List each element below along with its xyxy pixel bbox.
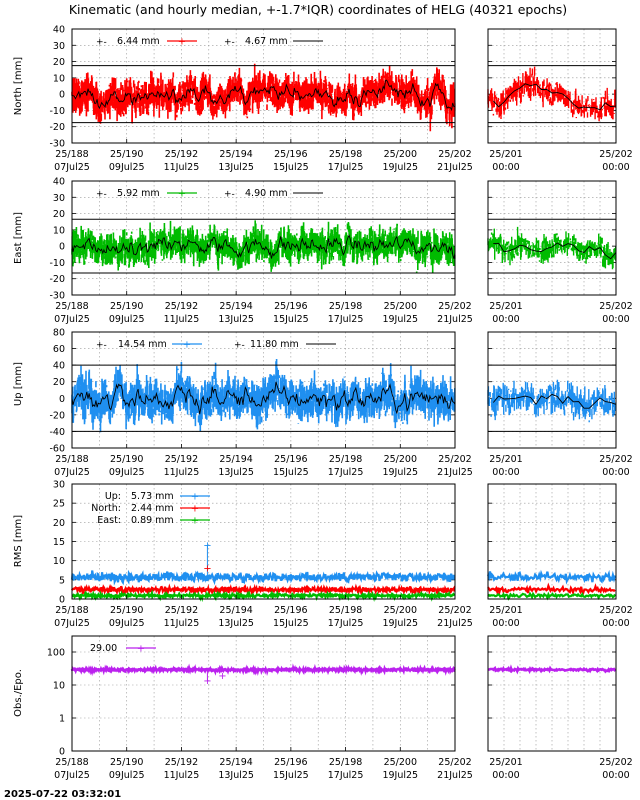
y-tick-label: 10 [52, 680, 65, 692]
x-tick-label-doy: 25/192 [164, 149, 199, 160]
legend-marker: + [177, 36, 187, 48]
x-tick-label-doy: 25/196 [274, 301, 308, 312]
x-tick-label-zoom-doy: 25/202 [599, 301, 633, 312]
y-tick-label: -20 [49, 410, 65, 422]
y-tick-label: -30 [49, 290, 65, 302]
x-tick-label-date: 13Jul25 [218, 770, 254, 781]
x-tick-label-doy: 25/198 [328, 149, 363, 160]
legend-marker: +- [96, 189, 107, 200]
y-axis-label: Obs./Epo. [13, 669, 24, 717]
y-tick-label: 0 [58, 393, 65, 405]
y-axis-label: Up [mm] [13, 361, 24, 407]
legend-marker: + [182, 339, 192, 351]
x-tick-label-date: 11Jul25 [163, 467, 200, 478]
y-tick-label: 30 [52, 192, 65, 204]
rms-spike-mark: + [203, 563, 212, 575]
legend-marker: +- [224, 37, 235, 48]
x-tick-label-doy: 25/194 [219, 757, 253, 768]
legend-label: 4.67 mm [245, 36, 288, 47]
x-tick-label-doy: 25/202 [438, 605, 472, 616]
y-tick-label: -60 [49, 443, 65, 455]
x-tick-label-zoom-date: 00:00 [492, 467, 520, 478]
x-tick-label-zoom-doy: 25/202 [599, 149, 633, 160]
x-tick-label-doy: 25/190 [110, 605, 144, 616]
y-tick-label: 60 [52, 344, 65, 356]
legend-obs [90, 643, 156, 655]
x-tick-label-doy: 25/200 [383, 301, 417, 312]
x-tick-label-doy: 25/198 [328, 301, 363, 312]
x-tick-label-doy: 25/202 [438, 454, 472, 465]
x-tick-label-date: 19Jul25 [382, 162, 419, 173]
obs-series [72, 668, 455, 672]
x-tick-label-date: 19Jul25 [382, 618, 419, 629]
x-tick-label-date: 11Jul25 [163, 770, 200, 781]
x-tick-label-zoom-doy: 25/202 [599, 605, 633, 616]
x-tick-label-doy: 25/202 [438, 301, 472, 312]
x-tick-label-date: 09Jul25 [108, 467, 145, 478]
panel-up [13, 328, 633, 479]
x-tick-label-doy: 25/202 [438, 757, 472, 768]
x-tick-label-doy: 25/188 [55, 605, 89, 616]
x-tick-label-date: 13Jul25 [218, 162, 254, 173]
x-tick-label-doy: 25/190 [110, 757, 144, 768]
y-tick-label: -20 [49, 274, 65, 286]
timestamp: 2025-07-22 03:32:01 [4, 789, 122, 800]
legend-marker: + [177, 188, 187, 200]
y-tick-label: 40 [52, 24, 65, 36]
y-axis-label: East [mm] [13, 211, 24, 265]
x-tick-label-date: 09Jul25 [108, 162, 145, 173]
x-tick-label-doy: 25/200 [383, 149, 417, 160]
y-tick-label: 25 [52, 498, 65, 510]
y-tick-label: 80 [52, 327, 65, 339]
x-tick-label-date: 19Jul25 [382, 467, 419, 478]
x-tick-label-date: 07Jul25 [54, 467, 90, 478]
panel-east [13, 177, 633, 326]
x-tick-label-doy: 25/198 [328, 454, 363, 465]
y-tick-label: 0 [58, 594, 65, 606]
x-tick-label-date: 19Jul25 [382, 314, 419, 325]
x-tick-label-date: 15Jul25 [273, 162, 309, 173]
legend-east [96, 188, 323, 200]
legend-marker: +- [96, 37, 107, 48]
x-tick-label-date: 07Jul25 [54, 314, 90, 325]
y-tick-label: 0 [58, 89, 65, 101]
chart-title: Kinematic (and hourly median, +-1.7*IQR) coordinates of HELG (40321 epochs) [68, 2, 568, 17]
x-tick-label-zoom-date: 00:00 [492, 618, 520, 629]
obs-outlier-mark: + [218, 670, 227, 682]
x-tick-label-date: 13Jul25 [218, 618, 254, 629]
y-tick-label: 30 [52, 479, 65, 491]
x-tick-label-date: 21Jul25 [437, 314, 473, 325]
x-tick-label-zoom-date: 00:00 [492, 162, 520, 173]
y-tick-label: 100 [46, 647, 65, 659]
x-tick-label-zoom-doy: 25/201 [489, 757, 523, 768]
x-tick-label-doy: 25/190 [110, 301, 144, 312]
x-tick-label-zoom-date: 00:00 [602, 314, 630, 325]
x-tick-label-zoom-doy: 25/202 [599, 757, 633, 768]
legend-label: Up: [104, 491, 121, 502]
data-north [72, 64, 616, 132]
x-tick-label-doy: 25/188 [55, 454, 89, 465]
rms-series-2 [72, 593, 455, 598]
rms-series-zoom-0 [488, 571, 615, 582]
x-tick-label-date: 17Jul25 [327, 314, 364, 325]
y-tick-label: 0 [58, 241, 65, 253]
x-tick-label-date: 11Jul25 [163, 618, 200, 629]
data-obs [72, 668, 616, 687]
x-tick-label-doy: 25/194 [219, 149, 253, 160]
obs-outlier-mark: + [203, 676, 212, 688]
x-tick-label-date: 07Jul25 [54, 770, 90, 781]
x-tick-label-date: 21Jul25 [437, 162, 473, 173]
data-east [72, 219, 616, 273]
data-up [72, 359, 616, 432]
x-tick-label-date: 09Jul25 [108, 618, 145, 629]
x-tick-label-zoom-doy: 25/201 [489, 605, 523, 616]
x-tick-label-date: 13Jul25 [218, 314, 254, 325]
x-tick-label-date: 21Jul25 [437, 467, 473, 478]
x-tick-label-doy: 25/196 [274, 454, 308, 465]
y-axis-label: North [mm] [13, 56, 24, 116]
x-tick-label-date: 17Jul25 [327, 770, 364, 781]
panels [13, 25, 633, 782]
rms-series-zoom-1 [488, 586, 615, 593]
legend-marker: + [190, 503, 200, 515]
x-tick-label-doy: 25/188 [55, 301, 89, 312]
x-tick-label-date: 15Jul25 [273, 770, 309, 781]
x-tick-label-zoom-doy: 25/201 [489, 454, 523, 465]
x-tick-label-date: 17Jul25 [327, 162, 364, 173]
legend-label: North: [91, 503, 121, 514]
legend-marker: + [190, 515, 200, 527]
y-tick-label: 20 [52, 517, 65, 529]
rms-series-zoom-2 [488, 594, 615, 599]
legend-label: 11.80 mm [250, 339, 299, 350]
data-rms [72, 540, 615, 598]
rms-spike-mark: + [203, 540, 212, 552]
x-tick-label-date: 17Jul25 [327, 618, 364, 629]
y-tick-label: 40 [52, 360, 65, 372]
legend-north [96, 36, 323, 48]
y-tick-label: 40 [52, 176, 65, 188]
legend-marker: +- [234, 340, 245, 351]
x-tick-label-doy: 25/190 [110, 149, 144, 160]
y-tick-label: -10 [49, 257, 65, 269]
x-tick-label-date: 07Jul25 [54, 162, 90, 173]
x-tick-label-doy: 25/190 [110, 454, 144, 465]
x-tick-label-date: 09Jul25 [108, 770, 145, 781]
legend-value: 0.89 mm [131, 515, 174, 526]
y-tick-label: 15 [52, 537, 65, 548]
x-tick-label-doy: 25/200 [383, 454, 417, 465]
obs-series-zoom [488, 668, 616, 671]
x-tick-label-doy: 25/194 [219, 454, 253, 465]
x-tick-label-doy: 25/202 [438, 149, 472, 160]
legend-value: 5.73 mm [131, 491, 174, 502]
y-tick-label: -10 [49, 105, 65, 117]
y-tick-label: 1 [58, 713, 65, 725]
y-tick-label: -40 [49, 426, 65, 438]
x-tick-label-date: 21Jul25 [437, 618, 473, 629]
x-tick-label-date: 17Jul25 [327, 467, 364, 478]
y-tick-label: -30 [49, 138, 65, 150]
x-tick-label-date: 15Jul25 [273, 618, 309, 629]
x-tick-label-doy: 25/194 [219, 605, 253, 616]
y-tick-label: 20 [52, 57, 65, 69]
y-tick-label: 20 [52, 377, 65, 389]
legend-marker: + [190, 491, 200, 503]
x-tick-label-zoom-doy: 25/202 [599, 454, 633, 465]
x-tick-label-doy: 25/200 [383, 757, 417, 768]
x-tick-label-date: 11Jul25 [163, 314, 200, 325]
x-tick-label-doy: 25/198 [328, 605, 363, 616]
y-tick-label: 30 [52, 40, 65, 52]
y-tick-label: 10 [52, 556, 65, 568]
x-tick-label-date: 09Jul25 [108, 314, 145, 325]
legend-label: 4.90 mm [245, 188, 288, 199]
legend-rms [91, 491, 210, 527]
legend-value: 2.44 mm [131, 503, 174, 514]
x-tick-label-date: 15Jul25 [273, 314, 309, 325]
x-tick-label-doy: 25/198 [328, 757, 363, 768]
legend-marker: + [136, 643, 146, 655]
panel-north [13, 25, 633, 174]
legend-label: 29.00 [90, 643, 118, 654]
y-tick-label: 10 [52, 73, 65, 85]
legend-label: 14.54 mm [118, 339, 167, 350]
y-tick-label: 5 [58, 575, 65, 587]
x-tick-label-doy: 25/200 [383, 605, 417, 616]
legend-marker: +- [224, 189, 235, 200]
panel-obs [13, 636, 633, 781]
x-tick-label-date: 15Jul25 [273, 467, 309, 478]
x-tick-label-zoom-doy: 25/201 [489, 149, 523, 160]
y-tick-label: -20 [49, 122, 65, 134]
panel-rms [13, 480, 633, 630]
x-tick-label-date: 07Jul25 [54, 618, 90, 629]
y-tick-label: 20 [52, 209, 65, 221]
x-tick-label-doy: 25/196 [274, 605, 308, 616]
legend-label: 5.92 mm [117, 188, 160, 199]
legend-label: East: [97, 515, 121, 526]
legend-label: 6.44 mm [117, 36, 160, 47]
x-tick-label-doy: 25/196 [274, 149, 308, 160]
x-tick-label-doy: 25/192 [164, 301, 199, 312]
x-tick-label-doy: 25/188 [55, 149, 89, 160]
legend-marker: +- [96, 340, 107, 351]
x-tick-label-date: 13Jul25 [218, 467, 254, 478]
x-tick-label-zoom-date: 00:00 [602, 467, 630, 478]
x-tick-label-zoom-doy: 25/201 [489, 301, 523, 312]
x-tick-label-doy: 25/192 [164, 454, 199, 465]
x-tick-label-doy: 25/192 [164, 757, 199, 768]
x-tick-label-zoom-date: 00:00 [602, 618, 630, 629]
x-tick-label-doy: 25/192 [164, 605, 199, 616]
x-tick-label-doy: 25/188 [55, 757, 89, 768]
x-tick-label-doy: 25/196 [274, 757, 308, 768]
x-tick-label-zoom-date: 00:00 [602, 162, 630, 173]
x-tick-label-zoom-date: 00:00 [602, 770, 630, 781]
y-tick-label: 10 [52, 225, 65, 237]
y-axis-label: RMS [mm] [13, 514, 24, 568]
y-tick-label: 0 [58, 746, 65, 758]
x-tick-label-zoom-date: 00:00 [492, 770, 520, 781]
x-tick-label-zoom-date: 00:00 [492, 314, 520, 325]
x-tick-label-date: 19Jul25 [382, 770, 419, 781]
x-tick-label-doy: 25/194 [219, 301, 253, 312]
x-tick-label-date: 11Jul25 [163, 162, 200, 173]
x-tick-label-date: 21Jul25 [437, 770, 473, 781]
